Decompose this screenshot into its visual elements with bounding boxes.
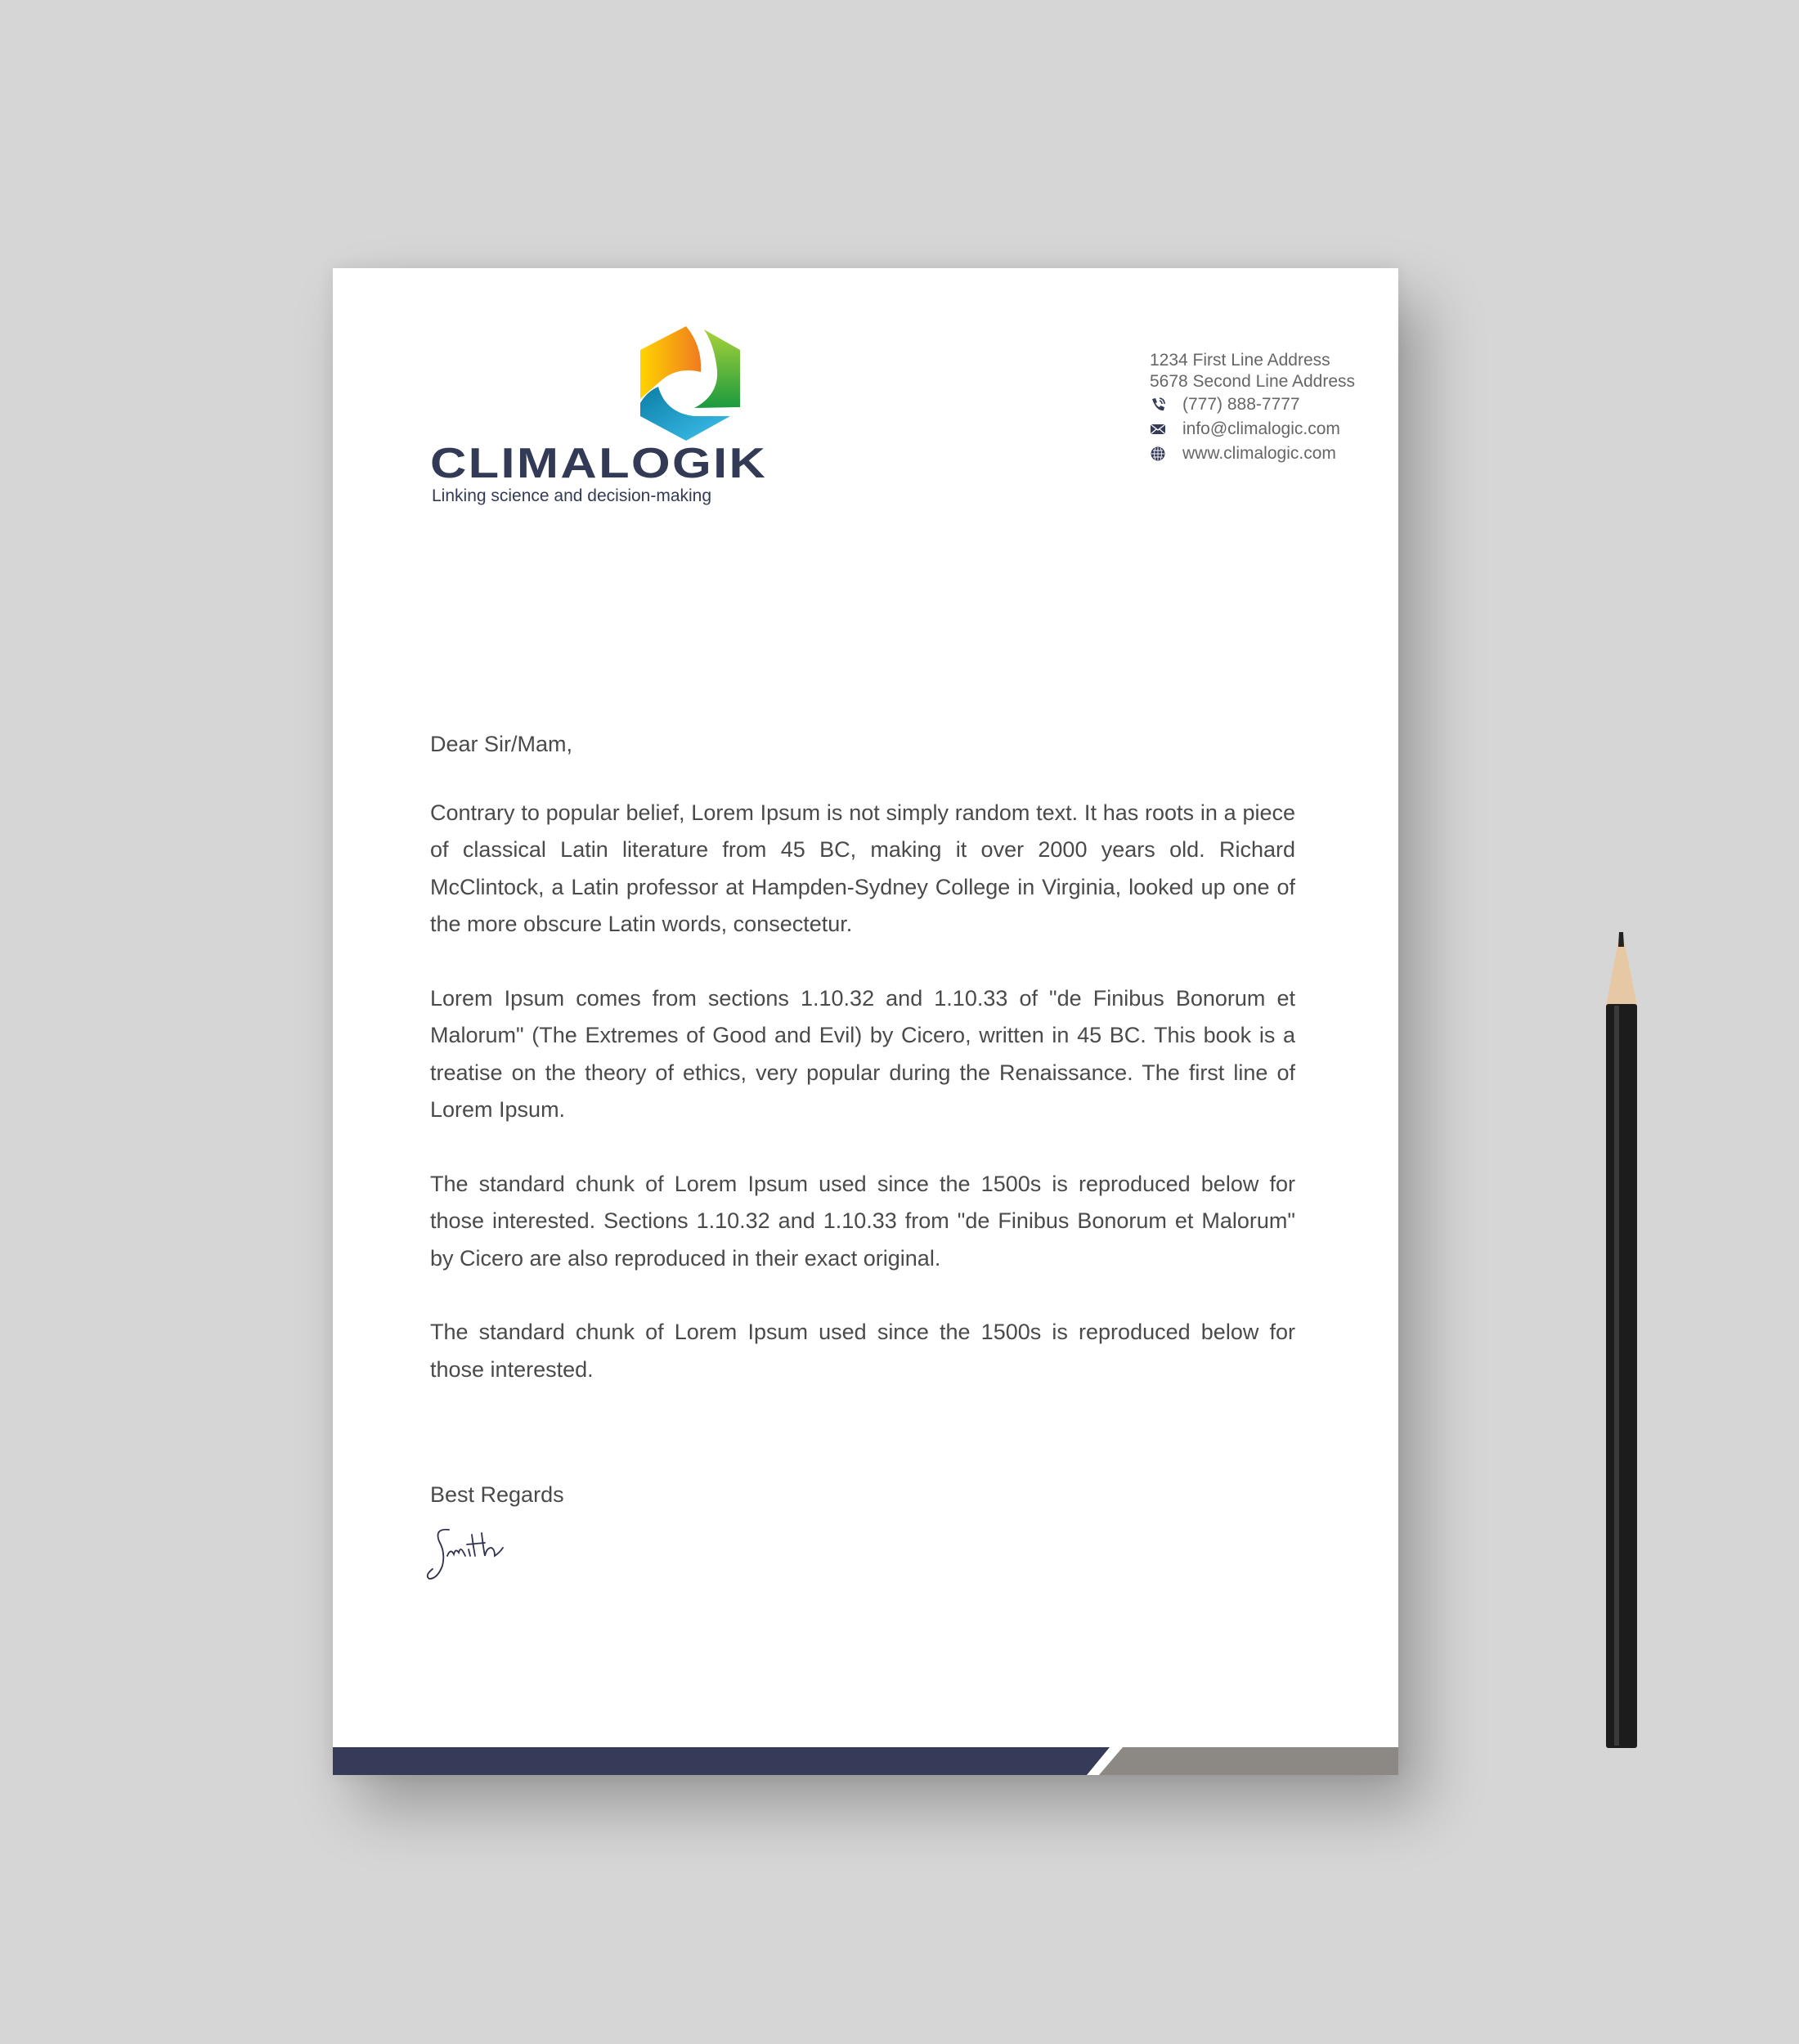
contact-block [1150,350,1355,466]
website-link[interactable]: www.climalogic.com [1182,444,1336,463]
closing: Best Regards [430,1482,564,1507]
signature-icon [424,1523,523,1589]
email-icon [1150,423,1182,436]
company-logo [430,321,774,509]
pencil [1603,932,1644,1762]
company-tagline: Linking science and decision-making [432,486,712,505]
paragraph-3: The standard chunk of Lorem Ipsum used since the 1500s is reproduced below for those interested. Sections 1.10.32 and 1.10.33 from "de Finibus Bonorum et Malorum" by Cicero are also reproduced in their exact original. [430,1171,1295,1271]
footer-stripes [333,1747,1398,1775]
greeting: Dear Sir/Mam, [430,732,573,756]
hexagon-logo-icon [629,321,760,444]
email-address[interactable]: info@climalogic.com [1182,419,1340,438]
globe-icon [1150,446,1182,462]
phone-number[interactable]: (777) 888-7777 [1182,395,1300,414]
company-name: CLIMALOGIK [430,440,768,487]
paragraph-2: Lorem Ipsum comes from sections 1.10.32 and 1.10.33 of "de Finibus Bonorum et Malorum" (The Extremes of Good and Evil) by Cicero, written in 45 BC. This book is a treatise on the theory of ethics, very popular during the Renaissance. The first line of Lorem Ipsum. [430,985,1295,1122]
letterhead-page [333,268,1398,1775]
letter-body [430,726,1295,1425]
footer-band [333,1747,1398,1775]
phone-icon [1150,397,1182,413]
address-line-2: 5678 Second Line Address [1150,372,1356,391]
signature [424,1523,523,1593]
paragraph-4: The standard chunk of Lorem Ipsum used since the 1500s is reproduced below for those interested. [430,1320,1295,1382]
pencil-icon [1603,932,1644,1758]
address-line-1: 1234 First Line Address [1150,351,1330,370]
paragraph-1: Contrary to popular belief, Lorem Ipsum is not simply random text. It has roots in a piece of classical Latin literature from 45 BC, making it over 2000 years old. Richard McClintock, a Latin professor at Hampden-Sydney College in Virginia, looked up one of the more obscure Latin words, consectetur. [430,800,1295,936]
